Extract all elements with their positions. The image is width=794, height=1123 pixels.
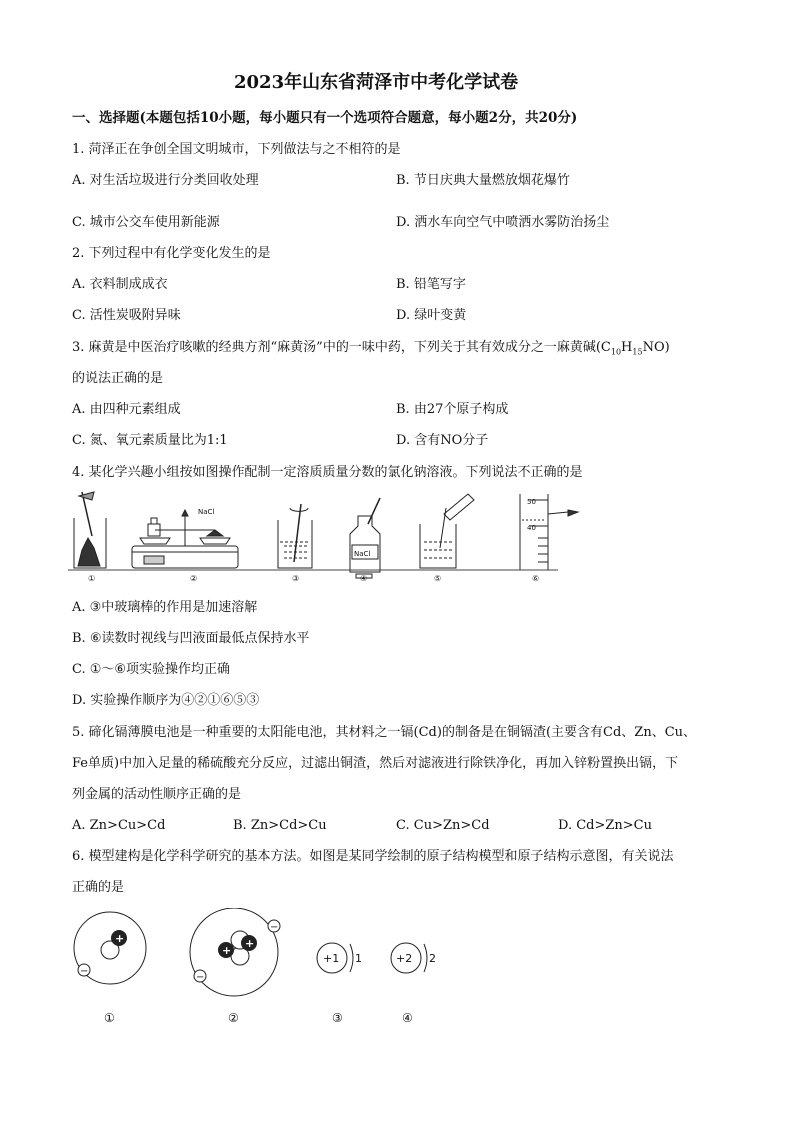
- q3-stem-pre: 3. 麻黄是中医治疗咳嗽的经典方剂“麻黄汤”中的一味中药，下列关于其有效成分之一麻黄碱(C: [72, 340, 611, 355]
- q6-atom-models-figure: [68, 908, 468, 1028]
- q4-option-c: C. ①～⑥项实验操作均正确: [72, 662, 231, 677]
- q2-option-d: D. 绿叶变黄: [396, 308, 467, 323]
- q3-stem-post: NO): [642, 340, 670, 355]
- reagent-bottle-illustration: [350, 498, 380, 578]
- beaker-pouring-illustration: [420, 494, 474, 568]
- q5-option-a: A. Zn>Cu>Cd: [72, 818, 166, 833]
- q4-experiment-figure: [68, 490, 598, 585]
- proton-sign-2b: +: [245, 937, 255, 950]
- fig4-label-3: ③: [292, 574, 300, 583]
- cylinder-mark-40: 40: [527, 524, 536, 532]
- q5-option-d: D. Cd>Zn>Cu: [558, 818, 653, 833]
- fig4-label-1: ①: [88, 574, 96, 583]
- q1-option-d: D. 洒水车向空气中喷洒水雾防治扬尘: [396, 215, 610, 230]
- nacl-label-bottle: NaCl: [354, 550, 371, 558]
- proton-sign-2a: +: [222, 944, 232, 957]
- fig6-label-4: ④: [402, 1011, 413, 1025]
- q5-stem-line2: Fe单质)中加入足量的稀硫酸充分反应，过滤出铜渣，然后对滤液进行除铁净化，再加入锌粉置换出镉，下: [72, 756, 679, 771]
- q3-option-c: C. 氮、氧元素质量比为1:1: [72, 433, 228, 448]
- q2-option-a: A. 衣料制成成衣: [72, 277, 168, 292]
- fig4-label-2: ②: [190, 574, 198, 583]
- nacl-label-balance: NaCl: [198, 508, 215, 516]
- q5-stem-line3: 列金属的活动性顺序正确的是: [72, 787, 242, 802]
- q5-option-b: B. Zn>Cd>Cu: [233, 818, 327, 833]
- fig6-label-2: ②: [228, 1011, 239, 1025]
- q6-stem-line2: 正确的是: [72, 880, 125, 895]
- electron-sign-2b: −: [196, 972, 205, 983]
- fig4-label-5: ⑤: [434, 574, 442, 583]
- cylinder-mark-50: 50: [527, 498, 536, 506]
- beaker-stirring-illustration: [278, 504, 312, 568]
- electron-sign-2a: −: [270, 922, 279, 933]
- q3-stem: [72, 340, 670, 356]
- q4-stem: 4. 某化学兴趣小组按如图操作配制一定溶质质量分数的氯化钠溶液。下列说法不正确的是: [72, 465, 583, 480]
- shell-electrons-4: 2: [429, 952, 436, 965]
- nucleus-charge-4: +2: [396, 952, 413, 965]
- q2-stem: 2. 下列过程中有化学变化发生的是: [72, 246, 271, 261]
- fig6-label-1: ①: [104, 1011, 115, 1025]
- shell-electrons-3: 1: [355, 952, 362, 965]
- q5-stem-line1: 5. 碲化镉薄膜电池是一种重要的太阳能电池，其材料之一镉(Cd)的制备是在铜镉渣(主要含有Cd、Zn、Cu、: [72, 725, 697, 740]
- fig6-label-3: ③: [332, 1011, 343, 1025]
- q4-option-d: D. 实验操作顺序为④②①⑥⑤③: [72, 693, 260, 708]
- page-title: 2023年山东省菏泽市中考化学试卷: [234, 72, 519, 93]
- atom-model-1: [74, 912, 146, 984]
- fig4-label-4: ④: [360, 574, 368, 583]
- atom-model-2: [190, 908, 280, 996]
- q1-option-c: C. 城市公交车使用新能源: [72, 215, 220, 230]
- nucleus-charge-3: +1: [323, 952, 340, 965]
- balance-illustration: [132, 510, 238, 568]
- electron-sign-1: −: [80, 966, 89, 977]
- fig4-label-6: ⑥: [532, 574, 540, 583]
- q6-stem-line1: 6. 模型建构是化学科学研究的基本方法。如图是某同学绘制的原子结构模型和原子结构示意图，有关说法: [72, 849, 674, 864]
- atom-diagram-3: [317, 943, 362, 973]
- beaker-solid-illustration: [74, 492, 106, 568]
- q4-option-a: A. ③中玻璃棒的作用是加速溶解: [72, 600, 258, 615]
- q1-stem: 1. 菏泽正在争创全国文明城市，下列做法与之不相符的是: [72, 142, 401, 157]
- proton-sign-1: +: [115, 932, 125, 945]
- q1-option-b: B. 节日庆典大量燃放烟花爆竹: [396, 173, 570, 188]
- q3-option-a: A. 由四种元素组成: [72, 402, 181, 417]
- q2-option-b: B. 铅笔写字: [396, 277, 466, 292]
- q2-option-c: C. 活性炭吸附异味: [72, 308, 181, 323]
- q3-sub-h: 15: [632, 347, 643, 357]
- section-heading: 一、选择题(本题包括10小题，每小题只有一个选项符合题意，每小题2分，共20分): [72, 110, 578, 126]
- atom-diagram-4: [391, 943, 436, 973]
- q5-option-c: C. Cu>Zn>Cd: [396, 818, 490, 833]
- q3-sub-c: 10: [610, 347, 622, 357]
- q1-option-a: A. 对生活垃圾进行分类回收处理: [72, 173, 259, 188]
- q3-option-d: D. 含有NO分子: [396, 433, 489, 448]
- q3-option-b: B. 由27个原子构成: [396, 402, 509, 417]
- q4-option-b: B. ⑥读数时视线与凹液面最低点保持水平: [72, 631, 310, 646]
- q3-stem-line2: 的说法正确的是: [72, 371, 164, 386]
- q3-h: H: [621, 340, 633, 355]
